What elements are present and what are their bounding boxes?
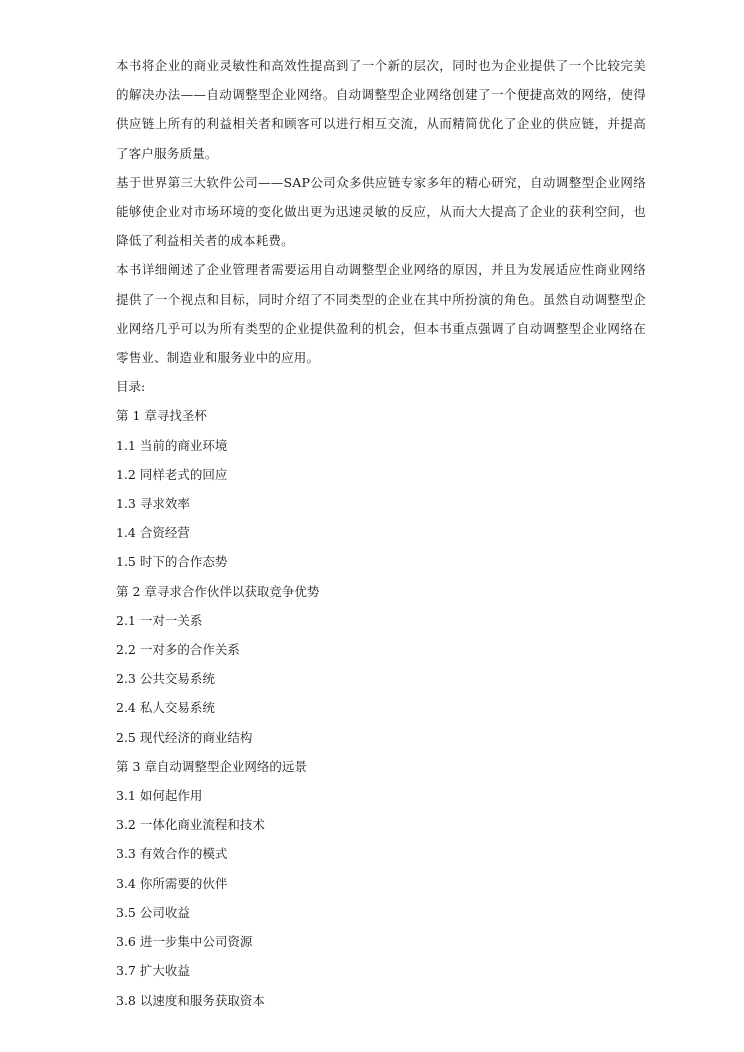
toc-heading: 目录: <box>116 379 146 395</box>
toc-entry: 2.4 私人交易系统 <box>116 700 215 716</box>
toc-entry: 3.1 如何起作用 <box>116 788 203 804</box>
paragraph-3: 本书详细阐述了企业管理者需要运用自动调整型企业网络的原因，并且为发展适应性商业网络提供了一个视点和目标，同时介绍了不同类型的企业在其中所扮演的角色。虽然自动调整型企业网络几乎可以为所有类型的企业提供盈利的机会，但本书重点强调了自动调整型企业网络在零售业、制造业和服务业中的应用。 <box>116 262 646 366</box>
table-of-contents <box>116 401 646 1014</box>
toc-entry: 3.4 你所需要的伙伴 <box>116 875 228 891</box>
toc-entry: 2.5 现代经济的商业结构 <box>116 729 253 745</box>
toc-entry: 3.5 公司收益 <box>116 904 190 920</box>
toc-entry: 1.2 同样老式的回应 <box>116 466 228 482</box>
document-body <box>116 51 646 1015</box>
intro-section <box>116 51 646 372</box>
toc-entry: 1.4 合资经营 <box>116 525 190 541</box>
paragraph-1: 本书将企业的商业灵敏性和高效性提高到了一个新的层次，同时也为企业提供了一个比较完美的解决办法——自动调整型企业网络。自动调整型企业网络创建了一个便捷高效的网络，使得供应链上所有的利益相关者和顾客可以进行相互交流，从而精简优化了企业的供应链，并提高了客户服务质量。 <box>116 58 646 161</box>
toc-entry: 2.3 公共交易系统 <box>116 671 215 687</box>
toc-entry: 2.1 一对一关系 <box>116 612 203 628</box>
toc-entry: 3.2 一体化商业流程和技术 <box>116 817 265 833</box>
toc-entry: 2.2 一对多的合作关系 <box>116 642 240 658</box>
toc-entry: 3.3 有效合作的模式 <box>116 846 228 862</box>
paragraph-2: 基于世界第三大软件公司——SAP公司众多供应链专家多年的精心研究，自动调整型企业网络能够使企业对市场环境的变化做出更为迅速灵敏的反应，从而大大提高了企业的获利空间，也降低了利益相关者的成本耗费。 <box>116 174 646 249</box>
toc-entry: 1.5 时下的合作态势 <box>116 554 228 570</box>
toc-entry: 3.6 进一步集中公司资源 <box>116 934 253 950</box>
toc-chapter-3: 第 3 章自动调整型企业网络的远景 <box>116 758 307 774</box>
toc-entry: 3.7 扩大收益 <box>116 963 190 979</box>
toc-entry: 1.1 当前的商业环境 <box>116 437 228 453</box>
toc-chapter-1: 第 1 章寻找圣杯 <box>116 408 207 424</box>
toc-chapter-2: 第 2 章寻求合作伙伴以获取竞争优势 <box>116 583 320 599</box>
toc-entry: 3.8 以速度和服务获取资本 <box>116 992 265 1008</box>
toc-entry: 1.3 寻求效率 <box>116 496 190 512</box>
